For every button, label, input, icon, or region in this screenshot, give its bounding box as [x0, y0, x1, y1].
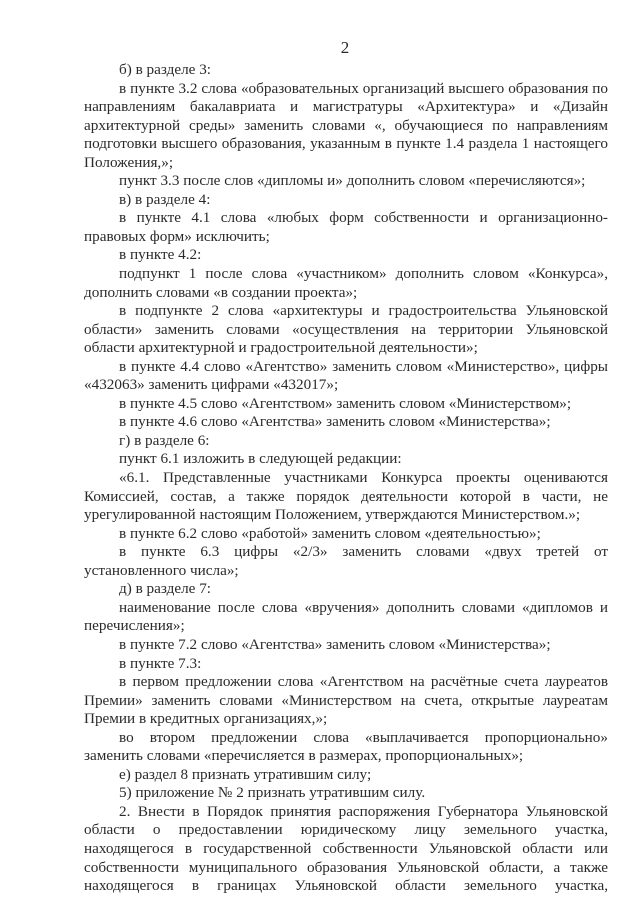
paragraph: в пункте 4.2:: [119, 246, 202, 264]
paragraph: в пункте 4.1 слова «любых форм собственности и организационно-правовых форм» исключить;: [84, 209, 608, 245]
paragraph: пункт 3.3 после слов «дипломы и» дополнить словом «перечисляются»;: [119, 172, 586, 190]
paragraph: в пункте 4.4 слово «Агентство» заменить словом «Министерство», цифры «432063» заменить цифрами «432017»;: [84, 357, 608, 394]
paragraph: пункт 6.1 изложить в следующей редакции:: [119, 450, 402, 468]
paragraph: е) раздел 8 признать утратившим силу;: [119, 765, 372, 783]
paragraph: в пункте 6.3 цифры «2/3» заменить словами «двух третей от установленного числа»;: [84, 543, 608, 579]
paragraph: в пункте 4.6 слово «Агентства» заменить словом «Министерства»;: [119, 413, 551, 431]
paragraph: 5) приложение № 2 признать утратившим силу.: [119, 784, 426, 802]
paragraph: в) в разделе 4:: [119, 190, 211, 208]
paragraph: д) в разделе 7:: [119, 580, 212, 598]
paragraph: 2. Внести в Порядок принятия распоряжения Губернатора Ульяновской области о предоставлении юридическому лицу земельного участка, находящегося в государственной собственности Ульяновской области или собственности муниципального образования Ульяновской области, а также находящегося в границах Ульяновской области земельного участка,: [84, 802, 608, 895]
paragraph: в пункте 3.2 слова «образовательных организаций высшего образования по направлениям бакалавриата и магистратуры «Архитектура» и «Дизайн архитектурной среды» заменить словами «, обучающиеся по направлениям подготовки высшего образования, указанным в пункте 1.4 раздела 1 настоящего Положения,»;: [84, 79, 608, 171]
paragraph: подпункт 1 после слова «участником» дополнить словом «Конкурса», дополнить словами «в создании проекта»;: [84, 265, 608, 301]
paragraph: наименование после слова «вручения» дополнить словами «дипломов и перечисления»;: [84, 598, 608, 635]
paragraph: в пункте 7.3:: [119, 654, 202, 672]
paragraph: б) в разделе 3:: [119, 61, 212, 78]
paragraph: в пункте 4.5 слово «Агентством» заменить словом «Министерством»;: [119, 394, 572, 412]
document-body: [84, 61, 608, 896]
paragraph: г) в разделе 6:: [119, 431, 210, 449]
page-number: 2: [340, 38, 350, 57]
paragraph: «6.1. Представленные участниками Конкурса проекты оцениваются Комиссией, состав, а также порядок деятельности которой в части, не урегулированной настоящим Положением, утверждаются Министерством.»;: [84, 469, 608, 524]
paragraph: в первом предложении слова «Агентством на расчётные счета лауреатов Премии» заменить словами «Министерством на счета, открытые лауреатам Премии в кредитных организациях,»;: [84, 673, 608, 728]
paragraph: в пункте 6.2 слово «работой» заменить словом «деятельностью»;: [119, 524, 541, 542]
paragraph: в подпункте 2 слова «архитектуры и градостроительства Ульяновской области» заменить словами «осуществления на территории Ульяновской области архитектурной и градостроительной деятельности»;: [84, 302, 608, 357]
paragraph: в пункте 7.2 слово «Агентства» заменить словом «Министерства»;: [119, 635, 551, 653]
paragraph: во втором предложении слова «выплачивается пропорционально» заменить словами «перечисляется в размерах, пропорциональных»;: [84, 728, 608, 765]
